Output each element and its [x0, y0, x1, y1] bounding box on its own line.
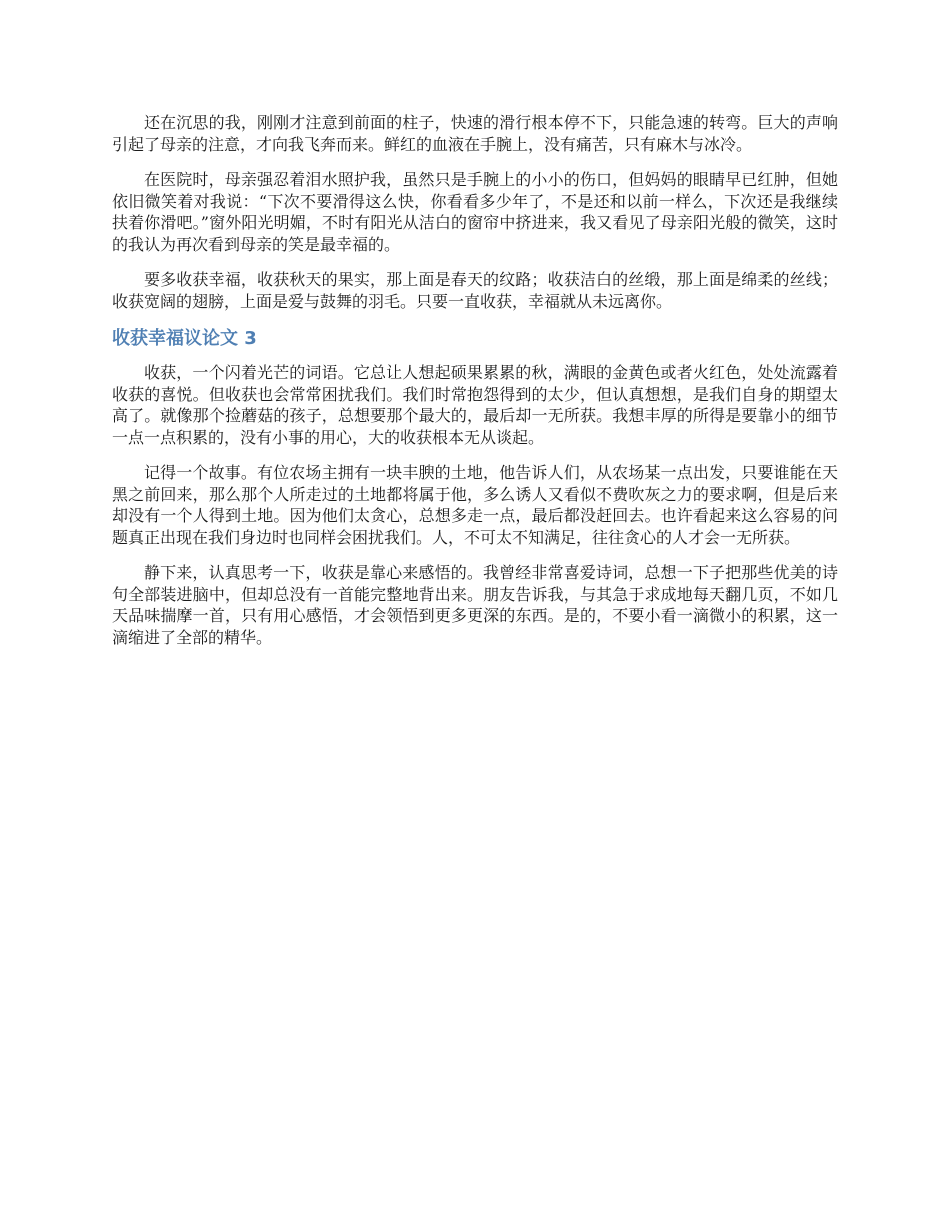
section-heading: 收获幸福议论文 3 — [112, 328, 257, 349]
paragraph-1: 还在沉思的我，刚刚才注意到前面的柱子，快速的滑行根本停不下，只能急速的转弯。巨大的声响引起了母亲的注意，才向我飞奔而来。鲜红的血液在手腕上，没有痛苦，只有麻木与冰冷。 — [112, 113, 838, 154]
paragraph-3: 要多收获幸福，收获秋天的果实，那上面是春天的纹路；收获洁白的丝缎，那上面是绵柔的丝线；收获宽阔的翅膀，上面是爱与鼓舞的羽毛。只要一直收获，幸福就从未远离你。 — [112, 270, 838, 311]
document-page — [112, 112, 838, 662]
paragraph-4: 收获，一个闪着光芒的词语。它总让人想起硕果累累的秋，满眼的金黄色或者火红色，处处流露着收获的喜悦。但收获也会常常困扰我们。我们时常抱怨得到的太少，但认真想想，是我们自身的期望太高了。就像那个捡蘑菇的孩子，总想要那个最大的，最后却一无所获。我想丰厚的所得是要靠小的细节一点一点积累的，没有小事的用心，大的收获根本无从谈起。 — [112, 363, 838, 447]
paragraph-6: 静下来，认真思考一下，收获是靠心来感悟的。我曾经非常喜爱诗词，总想一下子把那些优美的诗句全部装进脑中，但却总没有一首能完整地背出来。朋友告诉我，与其急于求成地每天翻几页，不如几天品味揣摩一首，只有用心感悟，才会领悟到更多更深的东西。是的，不要小看一滴微小的积累，这一滴缩进了全部的精华。 — [112, 563, 838, 647]
paragraph-2: 在医院时，母亲强忍着泪水照护我，虽然只是手腕上的小小的伤口，但妈妈的眼睛早已红肿，但她依旧微笑着对我说：“下次不要滑得这么快，你看看多少年了，不是还和以前一样么，下次还是我继续扶着你滑吧。”窗外阳光明媚，不时有阳光从洁白的窗帘中挤进来，我又看见了母亲阳光般的微笑，这时的我认为再次看到母亲的笑是最幸福的。 — [112, 170, 838, 254]
paragraph-5: 记得一个故事。有位农场主拥有一块丰腴的土地，他告诉人们，从农场某一点出发，只要谁能在天黑之前回来，那么那个人所走过的土地都将属于他，多么诱人又看似不费吹灰之力的要求啊，但是后来却没有一个人得到土地。因为他们太贪心，总想多走一点，最后都没赶回去。也许看起来这么容易的问题真正出现在我们身边时也同样会困扰我们。人，不可太不知满足，往往贪心的人才会一无所获。 — [112, 463, 838, 547]
